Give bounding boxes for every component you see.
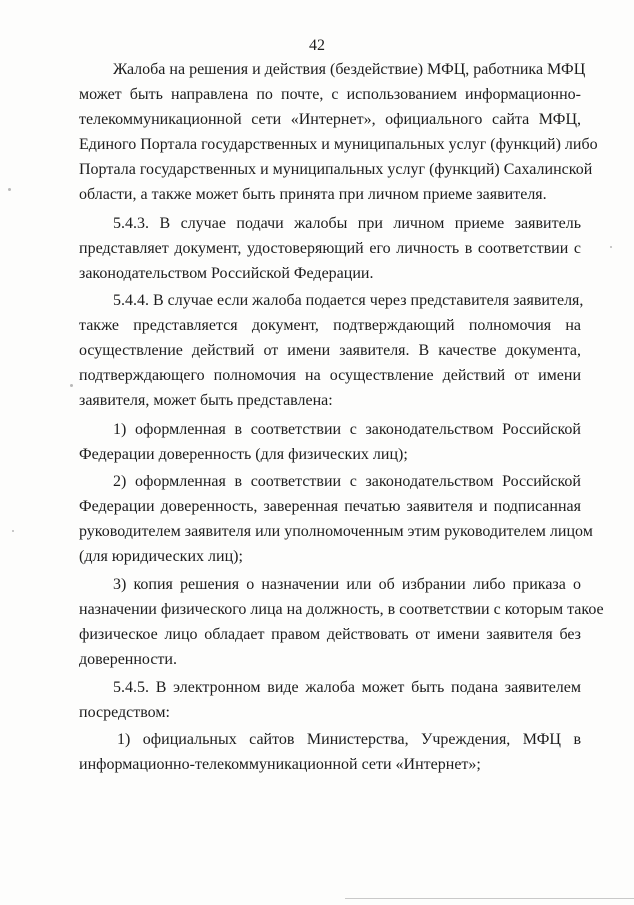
text-line: представляет документ, удостоверяющий его личность в соответствии с <box>79 240 581 257</box>
text-line: Федерации доверенность, заверенная печатью заявителя и подписанная <box>79 498 581 515</box>
text-line: Единого Портала государственных и муниципальных услуг (функций) либо <box>79 136 598 153</box>
text-line: может быть направлена по почте, с использованием информационно- <box>79 86 581 103</box>
paragraph-section-5-4-4 <box>79 288 584 413</box>
scan-edge-line <box>345 898 634 899</box>
text-line: также представляется документ, подтверждающий полномочия на <box>79 317 581 334</box>
text-line: Федерации доверенность (для физических лиц); <box>79 446 408 463</box>
list-item-electronic-1 <box>79 727 581 777</box>
text-line: 1) официальных сайтов Министерства, Учреждения, МФЦ в <box>117 731 581 748</box>
paragraph-section-5-4-3 <box>79 211 581 286</box>
text-line: физическое лицо обладает правом действовать от имени заявителя без <box>79 626 581 643</box>
scan-speck <box>610 246 612 248</box>
scan-speck <box>70 384 73 387</box>
paragraph-section-5-4-5 <box>79 675 581 725</box>
text-line: области, а также может быть принята при личном приеме заявителя. <box>79 186 547 203</box>
text-line: 1) оформленная в соответствии с законодательством Российской <box>113 421 581 438</box>
paragraph-complaint-mfc <box>79 57 598 207</box>
list-item-2 <box>79 469 593 569</box>
text-line: 2) оформленная в соответствии с законодательством Российской <box>113 473 581 490</box>
text-line: руководителем заявителя или уполномоченным этим руководителем лицом <box>79 523 593 540</box>
text-line: Жалоба на решения и действия (бездействие) МФЦ, работника МФЦ <box>113 61 586 78</box>
text-line: подтверждающего полномочия на осуществление действий от имени <box>79 367 581 384</box>
text-line: законодательством Российской Федерации. <box>79 265 374 282</box>
text-line: (для юридических лиц); <box>79 548 243 565</box>
scan-speck <box>8 188 11 191</box>
text-line: 3) копия решения о назначении или об избрании либо приказа о <box>113 576 581 593</box>
list-item-1 <box>79 417 581 467</box>
text-line: осуществление действий от имени заявителя. В качестве документа, <box>79 342 581 359</box>
text-line: 5.4.3. В случае подачи жалобы при личном приеме заявитель <box>113 215 581 232</box>
text-line: информационно-телекоммуникационной сети «Интернет»; <box>79 756 481 773</box>
text-line: Портала государственных и муниципальных услуг (функций) Сахалинской <box>79 161 593 178</box>
text-line: заявителя, может быть представлена: <box>79 392 333 409</box>
page-number: 42 <box>309 37 325 54</box>
list-item-3 <box>79 572 604 672</box>
text-line: посредством: <box>79 704 170 721</box>
text-line: 5.4.4. В случае если жалоба подается через представителя заявителя, <box>113 292 584 309</box>
text-line: телекоммуникационной сети «Интернет», официального сайта МФЦ, <box>79 111 581 128</box>
text-line: доверенности. <box>79 651 177 668</box>
text-line: назначении физического лица на должность, в соответствии с которым такое <box>79 601 604 618</box>
text-line: 5.4.5. В электронном виде жалоба может быть подана заявителем <box>113 679 581 696</box>
scan-speck <box>12 530 14 532</box>
